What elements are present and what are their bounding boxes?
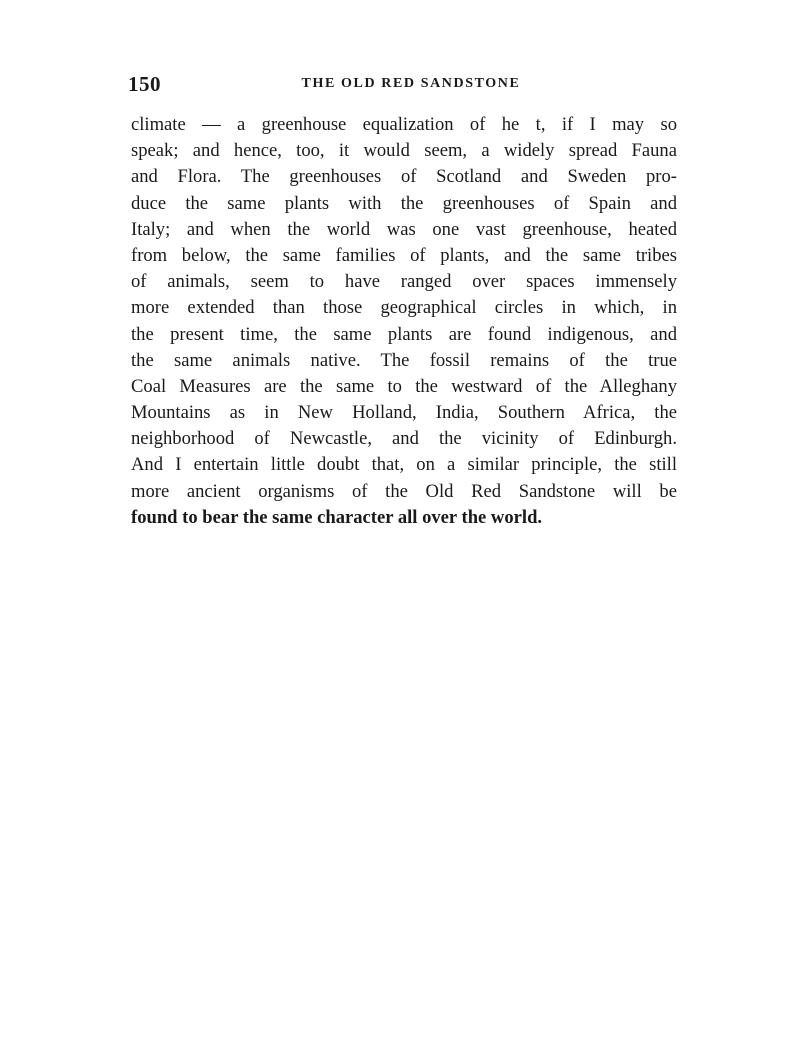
text-line: Coal Measures are the same to the westward of the Alleghany [131,375,677,397]
page-header [128,72,674,102]
text-line: and Flora. The greenhouses of Scotland and Sweden pro- [131,166,677,188]
text-line: the present time, the same plants are found indigenous, and [131,323,677,345]
text-line: climate — a greenhouse equalization of he t, if I may so [131,114,677,135]
text-line: Italy; and when the world was one vast greenhouse, heated [131,218,677,240]
text-line: of animals, seem to have ranged over spaces immensely [131,271,677,293]
text-line-final: found to bear the same character all over the world. [131,506,543,528]
text-line: neighborhood of Newcastle, and the vicinity of Edinburgh. [131,428,677,450]
text-line: the same animals native. The fossil remains of the true [131,349,677,371]
text-line: speak; and hence, too, it would seem, a widely spread Fauna [131,140,677,162]
text-line: more ancient organisms of the Old Red Sandstone will be [131,480,677,502]
text-line: Mountains as in New Holland, India, Southern Africa, the [131,402,677,424]
page-number: 150 [128,72,161,96]
body-paragraph [131,112,677,531]
running-head: THE OLD RED SANDSTONE [301,76,521,91]
text-line: from below, the same families of plants, and the same tribes [131,244,677,266]
text-line: And I entertain little doubt that, on a similar principle, the still [131,454,677,476]
text-line: more extended than those geographical circles in which, in [131,297,677,319]
text-line: duce the same plants with the greenhouses of Spain and [131,192,677,214]
